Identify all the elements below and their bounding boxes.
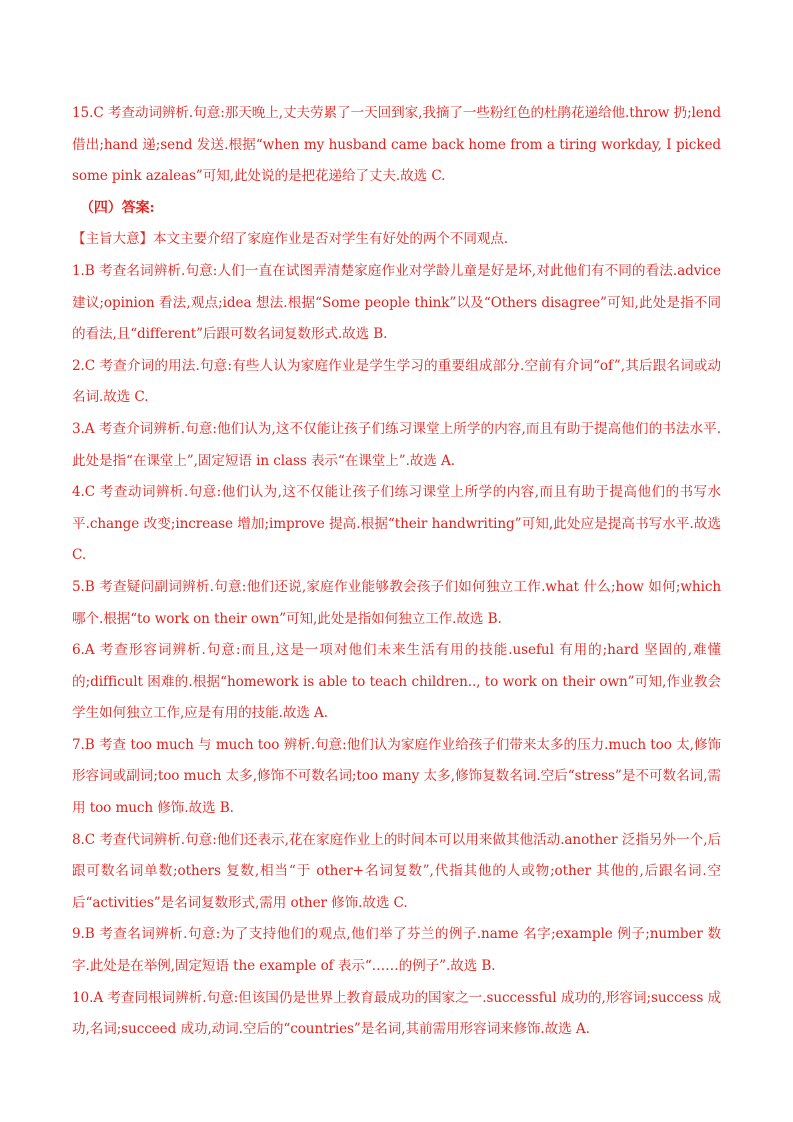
- answer-10: 10.A 考查同根词辨析.句意:但该国仍是世界上教育最成功的国家之一.successful 成功的,形容词;success 成功,名词;succeed 成功,动词.空后的“countries”是名词,其前需用形容词来修饰.故选 A.: [72, 989, 721, 1038]
- section-heading: （四）答案:: [80, 199, 155, 216]
- answer-2: 2.C 考查介词的用法.句意:有些人认为家庭作业是学生学习的重要组成部分.空前有介词“of”,其后跟名词或动名词.故选 C.: [72, 357, 721, 406]
- answer-15: 15.C 考查动词辨析.句意:那天晚上,丈夫劳累了一天回到家,我摘了一些粉红色的杜鹃花递给他.throw 扔;lend 借出;hand 递;send 发送.根据“when my husband came back home from a tiring workday, I picked some pink azaleas”可知,此处说的是把花递给了丈夫.故选 C.: [72, 105, 721, 185]
- answer-7: 7.B 考查 too much 与 much too 辨析.句意:他们认为家庭作业给孩子们带来太多的压力.much too 太,修饰形容词或副词;too much 太多,修饰不可数名词;too many 太多,修饰复数名词.空后“stress”是不可数名词,需用 too much 修饰.故选 B.: [72, 736, 721, 817]
- answer-6: 6.A 考查形容词辨析.句意:而且,这是一项对他们未来生活有用的技能.useful 有用的;hard 坚固的,难懂的;difficult 困难的.根据“homework is able to teach children.., to work on their own”可知,作业教会学生如何独立工作,应是有用的技能.故选 A.: [72, 642, 721, 722]
- answer-1: 1.B 考查名词辨析.句意:人们一直在试图弄清楚家庭作业对学龄儿童是好是坏,对此他们有不同的看法.advice 建议;opinion 看法,观点;idea 想法.根据“Some people think”以及“Others disagree”可知,此处是指不同的看法,且“different”后跟可数名词复数形式.故选 B.: [72, 262, 721, 343]
- main-idea: 【主旨大意】本文主要介绍了家庭作业是否对学生有好处的两个不同观点.: [72, 231, 509, 248]
- answer-8: 8.C 考查代词辨析.句意:他们还表示,花在家庭作业上的时间本可以用来做其他活动.another 泛指另外一个,后跟可数名词单数;others 复数,相当“于 other+名词复数”,代指其他的人或物;other 其他的,后跟名词.空后“activities”是名词复数形式,需用 other 修饰.故选 C.: [72, 831, 721, 911]
- answer-3: 3.A 考查介词辨析.句意:他们认为,这不仅能让孩子们练习课堂上所学的内容,而且有助于提高他们的书法水平.此处是指“在课堂上”,固定短语 in class 表示“在课堂上”.故选 A.: [72, 420, 721, 469]
- answer-9: 9.B 考查名词辨析.句意:为了支持他们的观点,他们举了芬兰的例子.name 名字;example 例子;number 数字.此处是在举例,固定短语 the example of 表示“……的例子”.故选 B.: [72, 926, 721, 975]
- answer-5: 5.B 考查疑问副词辨析.句意:他们还说,家庭作业能够教会孩子们如何独立工作.what 什么;how 如何;which 哪个.根据“to work on their own”可知,此处是指如何独立工作.故选 B.: [72, 578, 721, 627]
- answer-4: 4.C 考查动词辨析.句意:他们认为,这不仅能让孩子们练习课堂上所学的内容,而且有助于提高他们的书写水平.change 改变;increase 增加;improve 提高.根据“their handwriting”可知,此处应是提高书写水平.故选 C.: [72, 484, 721, 564]
